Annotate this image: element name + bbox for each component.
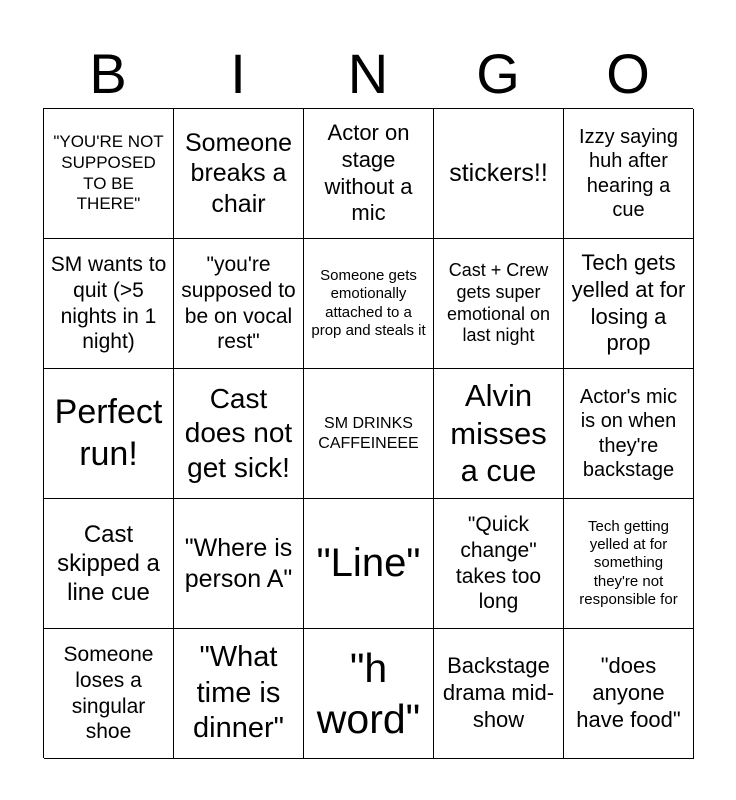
bingo-cell-r2c3[interactable]: Someone gets emotionally attached to a prop and steals it xyxy=(304,239,434,369)
bingo-cell-r1c1[interactable]: "YOU'RE NOT SUPPOSED TO BE THERE" xyxy=(44,109,174,239)
bingo-cell-r1c4[interactable]: stickers!! xyxy=(434,109,564,239)
bingo-cell-r2c5[interactable]: Tech gets yelled at for losing a prop xyxy=(564,239,694,369)
header-letter-i: I xyxy=(230,42,246,105)
bingo-card-grid xyxy=(43,108,693,758)
bingo-cell-r2c4[interactable]: Cast + Crew gets super emotional on last night xyxy=(434,239,564,369)
bingo-cell-r1c2[interactable]: Someone breaks a chair xyxy=(174,109,304,239)
bingo-cell-r5c3[interactable]: "h word" xyxy=(304,629,434,759)
header-letter-n: N xyxy=(347,42,389,105)
header-letter-b: B xyxy=(89,42,127,105)
bingo-cell-r3c2[interactable]: Cast does not get sick! xyxy=(174,369,304,499)
bingo-cell-r4c2[interactable]: "Where is person A" xyxy=(174,499,304,629)
header-letter-g: G xyxy=(476,42,520,105)
bingo-cell-r4c4[interactable]: "Quick change" takes too long xyxy=(434,499,564,629)
bingo-cell-r4c1[interactable]: Cast skipped a line cue xyxy=(44,499,174,629)
bingo-header xyxy=(43,40,693,108)
header-letter-o: O xyxy=(606,42,650,105)
bingo-cell-r4c3[interactable]: "Line" xyxy=(304,499,434,629)
bingo-cell-r2c1[interactable]: SM wants to quit (>5 nights in 1 night) xyxy=(44,239,174,369)
bingo-cell-r3c5[interactable]: Actor's mic is on when they're backstage xyxy=(564,369,694,499)
bingo-cell-r5c1[interactable]: Someone loses a singular shoe xyxy=(44,629,174,759)
bingo-cell-r3c4[interactable]: Alvin misses a cue xyxy=(434,369,564,499)
bingo-cell-r5c5[interactable]: "does anyone have food" xyxy=(564,629,694,759)
bingo-cell-r1c3[interactable]: Actor on stage without a mic xyxy=(304,109,434,239)
bingo-cell-r2c2[interactable]: "you're supposed to be on vocal rest" xyxy=(174,239,304,369)
bingo-cell-r3c1[interactable]: Perfect run! xyxy=(44,369,174,499)
bingo-cell-r5c2[interactable]: "What time is dinner" xyxy=(174,629,304,759)
bingo-cell-r4c5[interactable]: Tech getting yelled at for something they're not responsible for xyxy=(564,499,694,629)
bingo-cell-r1c5[interactable]: Izzy saying huh after hearing a cue xyxy=(564,109,694,239)
bingo-cell-r3c3[interactable]: SM DRINKS CAFFEINEEE xyxy=(304,369,434,499)
bingo-cell-r5c4[interactable]: Backstage drama mid-show xyxy=(434,629,564,759)
